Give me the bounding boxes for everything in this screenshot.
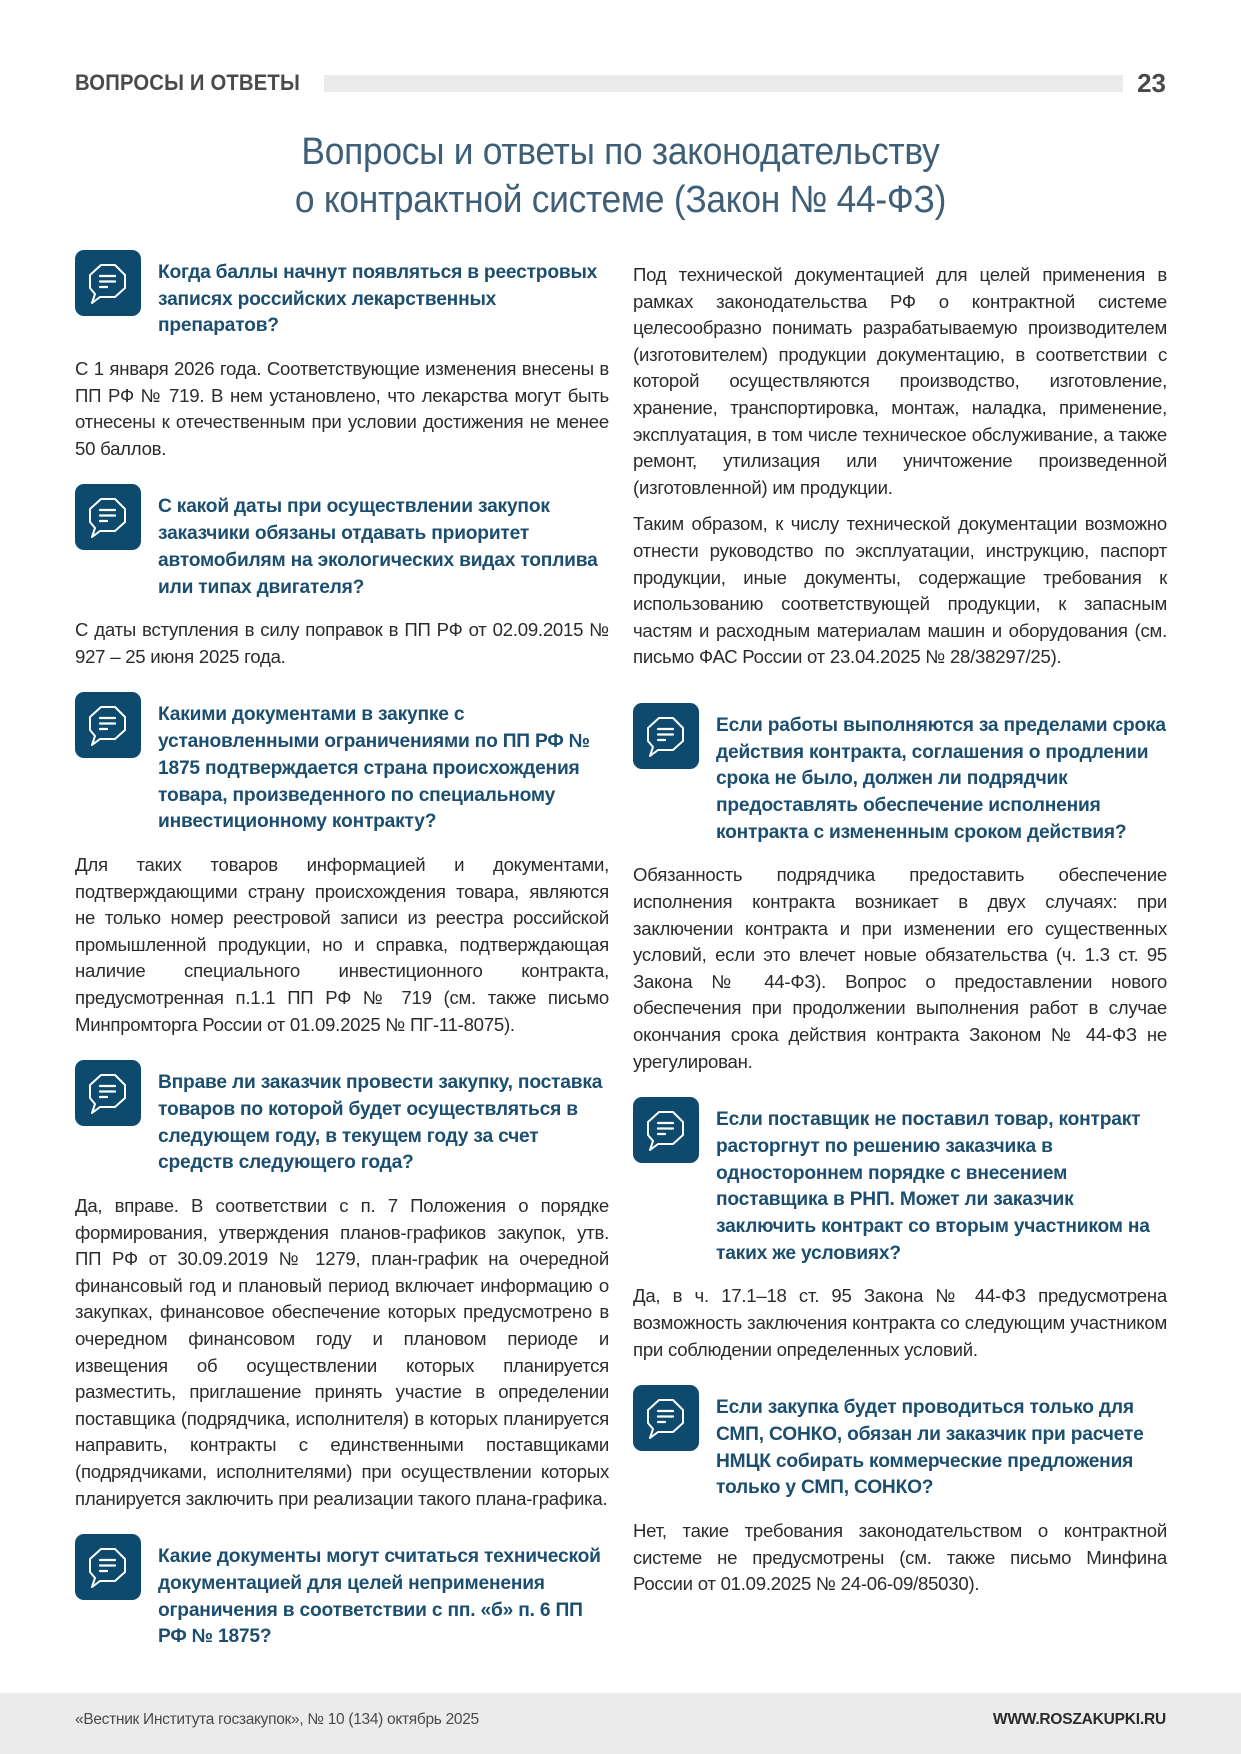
question (75, 1070, 609, 1177)
question-text: С какой даты при осуществлении закупок заказчики обязаны отдавать приоритет автомобилям на экологических видах топлива или типах двигателя? (158, 496, 598, 598)
qa-item (75, 260, 609, 462)
question (75, 702, 609, 836)
speech-bubble-icon (633, 1097, 699, 1163)
website-link[interactable]: WWW.ROSZAKUPKI.RU (992, 1711, 1166, 1728)
question (75, 494, 609, 601)
speech-bubble-icon (75, 484, 141, 550)
answer-text: Да, вправе. В соответствии с п. 7 Положения о порядке формирования, утверждения планов-графиков закупок, утв. ПП РФ от 30.09.2019 № 1279, план-график на очередной финансовый год и плановый период включает информацию о закупках, финансовое обеспечение которых предусмотрено в очередном финансовом году и плановом периоде и извещения об осуществлении которых планируется разместить, приглашение принять участие в определении поставщика (подрядчика, исполнителя) в которых планируется направить, контракты с единственными поставщиками (подрядчиками, исполнителями) при осуществлении которых планируется заключить при реализации такого плана-графика. (75, 1194, 609, 1509)
speech-bubble-icon (75, 250, 141, 316)
speech-bubble-icon (75, 692, 141, 758)
qa-item (633, 1107, 1167, 1363)
answer-text: С даты вступления в силу поправок в ПП РФ от 02.09.2015 № 927 – 25 июня 2025 года. (75, 619, 609, 667)
question-text: Если поставщик не поставил товар, контракт расторгнут по решению заказчика в одностороннем порядке с внесением поставщика в РНП. Может ли заказчик заключить контракт со вторым участником на таких же условиях? (716, 1109, 1150, 1264)
header-divider-bar (324, 75, 1124, 92)
qa-item (75, 494, 609, 670)
speech-bubble-icon (633, 703, 699, 769)
question-text: Вправе ли заказчик провести закупку, поставка товаров по которой будет осуществляться в следующем году, в текущем году за счет средств следующего года? (158, 1072, 603, 1174)
speech-bubble-icon (633, 1385, 699, 1451)
question (633, 1395, 1167, 1502)
question (75, 260, 609, 340)
qa-item (75, 702, 609, 1038)
question-text: Какие документы могут считаться технической документацией для целей неприменения ограничения в соответствии с пп. «б» п. 6 ПП РФ № 1875? (158, 1546, 601, 1648)
question (75, 1544, 609, 1651)
running-header (75, 68, 1166, 98)
left-column (75, 260, 609, 1651)
speech-bubble-icon (75, 1060, 141, 1126)
answer-text: Для таких товаров информацией и документами, подтверждающими страну происхождения товара, являются не только номер реестровой записи из реестра российской промышленной продукции, но и справка, подтверждающая наличие специального инвестиционного контракта, предусмотренная п.1.1 ПП РФ № 719 (см. также письмо Минпромторга России от 01.09.2025 № ПГ-11-8075). (75, 854, 609, 1035)
page-title-line-1: Вопросы и ответы по законодательству (301, 131, 940, 173)
qa-item (75, 1544, 609, 1651)
page-title (0, 128, 1241, 224)
qa-continuation (633, 262, 1167, 671)
answer-text: Таким образом, к числу технической документации возможно отнести руководство по эксплуатации, инструкцию, паспорт продукции, иные документы, содержащие требования к использованию соответствующей продукции, к запасным частям и расходным материалам машин и оборудования (см. письмо ФАС России от 23.04.2025 № 28/38297/25). (633, 513, 1167, 668)
page-footer (0, 1693, 1241, 1754)
page-number: 23 (1137, 67, 1166, 98)
answer-text: Под технической документацией для целей применения в рамках законодательства РФ о контрактной системе целесообразно понимать разрабатываемую производителем (изготовителем) продукции документацию, в соответствии с которой осуществляются производство, изготовление, хранение, транспортировка, монтаж, наладка, применение, эксплуатация, в том числе техническое обслуживание, а также ремонт, утилизация или уничтожение произведенной (изготовленной) им продукции. (633, 264, 1167, 498)
qa-item (75, 1070, 609, 1512)
question (633, 1107, 1167, 1267)
answer-text: Нет, такие требования законодательством о контрактной системе не предусмотрены (см. также письмо Минфина России от 01.09.2025 № 24-06-09/85030). (633, 1519, 1167, 1595)
question-text: Когда баллы начнут появляться в реестровых записях российских лекарственных препаратов? (158, 262, 598, 337)
publication-info: «Вестник Института госзакупок», № 10 (134) октябрь 2025 (75, 1711, 479, 1728)
page-title-line-2: о контрактной системе (Закон № 44-ФЗ) (294, 179, 947, 221)
answer-text: Обязанность подрядчика предоставить обеспечение исполнения контракта возникает в двух случаях: при заключении контракта и при изменении его существенных условий, если это влечет новые обязательства (ч. 1.3 ст. 95 Закона № 44-ФЗ). Вопрос о предоставлении нового обеспечения при продолжении выполнения работ в случае окончания срока действия контракта Законом № 44-ФЗ не урегулирован. (633, 864, 1167, 1072)
answer-text: С 1 января 2026 года. Соответствующие изменения внесены в ПП РФ № 719. В нем установлено, что лекарства могут быть отнесены к отечественным при условии достижения не менее 50 баллов. (75, 358, 609, 459)
answer-text: Да, в ч. 17.1–18 ст. 95 Закона № 44-ФЗ предусмотрена возможность заключения контракта со следующим участником при соблюдении определенных условий. (633, 1285, 1167, 1360)
question (633, 713, 1167, 847)
question-text: Если работы выполняются за пределами срока действия контракта, соглашения о продлении срока не было, должен ли подрядчик предоставлять обеспечение исполнения контракта с измененным сроком действия? (716, 714, 1166, 843)
qa-item (633, 713, 1167, 1075)
question-text: Какими документами в закупке с установленными ограничениями по ПП РФ № 1875 подтверждается страна происхождения товара, произведенного по специальному инвестиционному контракту? (158, 704, 590, 833)
qa-item (633, 1395, 1167, 1598)
speech-bubble-icon (75, 1534, 141, 1600)
question-text: Если закупка будет проводиться только для СМП, СОНКО, обязан ли заказчик при расчете НМЦК собирать коммерческие предложения только у СМП, СОНКО? (716, 1397, 1144, 1499)
right-column (633, 262, 1167, 1598)
section-name: ВОПРОСЫ И ОТВЕТЫ (75, 70, 300, 95)
